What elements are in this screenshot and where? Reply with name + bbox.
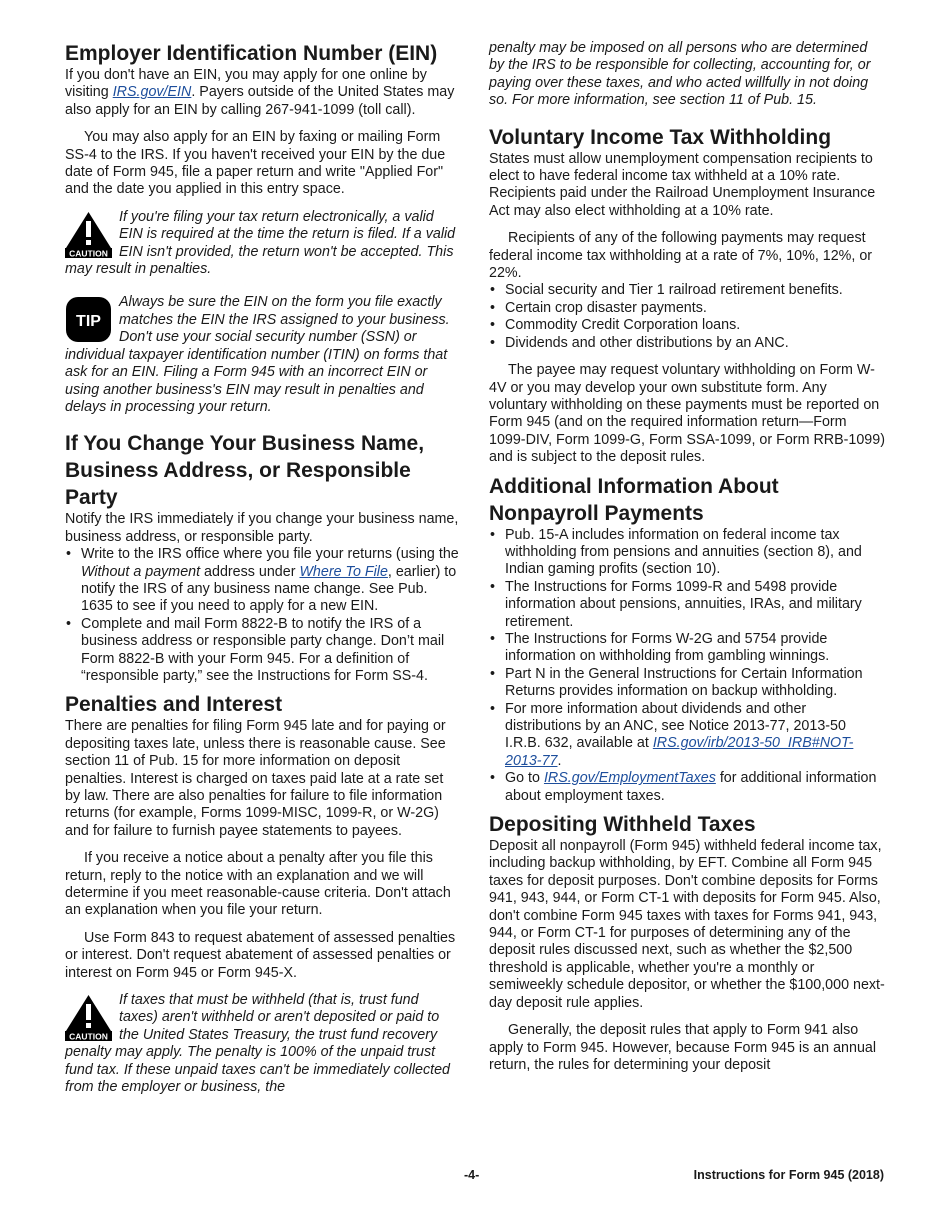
irb-notice-link[interactable]: IRS.gov/irb/2013-50_IRB#NOT-2013-77 <box>505 735 854 769</box>
page-number: -4- <box>464 1168 480 1182</box>
svg-text:TIP: TIP <box>76 313 101 331</box>
caution-icon <box>65 211 112 258</box>
section-title-additional: Additional Information About Nonpayroll Payments <box>489 474 779 525</box>
section-title-change: If You Change Your Business Name, Business Address, or Responsible Party <box>65 432 425 510</box>
where-to-file-link[interactable]: Where To File <box>299 563 388 580</box>
employment-taxes-link[interactable]: IRS.gov/EmploymentTaxes <box>543 770 716 787</box>
list-item: • Pub. 15-A includes information on federal income tax withholding from pensions and annuities (section 8), and Indian gaming profits (section 10). <box>490 526 862 578</box>
penalties-paragraph-3: Use Form 843 to request abatement of assessed penalties or interest. Don't request abatement of assessed penalties or interest on Form 945 or Form 945-X. <box>65 929 456 981</box>
change-bullets <box>65 546 461 685</box>
tip-icon <box>65 296 112 343</box>
list-item: • Write to the IRS office where you file your returns (using the Without a payment address under Where To File, earlier) to notify the IRS of any business name change. See Pub. 1635 to see if you need to apply for a new EIN. <box>66 546 459 615</box>
change-paragraph-1: Notify the IRS immediately if you change your business name, business address, or responsible party. <box>65 511 459 545</box>
section-title-depositing: Depositing Withheld Taxes <box>489 813 756 837</box>
ein-paragraph-1: If you don't have an EIN, you may apply for one online by visiting IRS.gov/EIN. Payers outside of the United States may also apply for an EIN by calling 267-941-1099 (toll call). <box>65 67 455 118</box>
list-item: • Certain crop disaster payments. <box>490 299 707 316</box>
penalties-paragraph-1: There are penalties for filing Form 945 late and for paying or depositing taxes late, unless there is reasonable cause. See section 11 of Pub. 15 for more information on deposit penalties. Interest is charged on taxes paid late at a rate set by law. There are also penalties for failure to file information returns (for example, Forms 1099-MISC, 1099-R, or W-2G) and for failure to furnish payee statements to payees. <box>65 718 446 839</box>
tip-note-ein: TIP Always be sure the EIN on the form you file exactly matches the EIN the IRS assigned to your business. Don't use your social security number (SSN) or individual taxpayer identification number (ITIN) on forms that ask for an EIN. Filing a Form 945 with an incorrect EIN or using another business's EIN may result in penalties and delays in processing your return. <box>65 294 450 415</box>
voluntary-bullets <box>489 282 885 352</box>
depositing-paragraph-2: Generally, the deposit rules that apply to Form 941 also apply to Form 945. However, because Form 945 is an annual return, the rules for determining your deposit <box>489 1022 877 1073</box>
svg-text:CAUTION: CAUTION <box>69 248 108 258</box>
caution-icon <box>65 994 112 1041</box>
voluntary-paragraph-1: States must allow unemployment compensation recipients to elect to have federal income tax withheld at a 10% rate. Recipients paid under the Railroad Unemployment Insurance Act may also elect withholding at a 10% rate. <box>489 150 876 219</box>
list-item: • Go to IRS.gov/EmploymentTaxes for additional information about employment taxes. <box>490 770 877 804</box>
caution-note-ein: CAUTION If you're filing your tax return electronically, a valid EIN is required at the time the return is filed. If a valid EIN isn't provided, the return won't be accepted. This may result in penalties. <box>65 208 456 278</box>
caution-continuation: penalty may be imposed on all persons who are determined by the IRS to be responsible for collecting, accounting for, or paying over these taxes, and who acted willfully in not doing so. For more information, see section 11 of Pub. 15. <box>489 40 871 109</box>
additional-bullets <box>489 527 885 806</box>
list-item: • For more information about dividends and other distributions by an ANC, see Notice 2013-77, 2013-50 I.R.B. 632, available at IRS.gov/irb/2013-50_IRB#NOT-2013-77. <box>490 700 854 769</box>
form-name: Instructions for Form 945 (2018) <box>693 1168 884 1182</box>
voluntary-paragraph-2: Recipients of any of the following payments may request federal income tax withholding at a rate of 7%, 10%, 12%, or 22%. <box>489 230 873 282</box>
penalties-paragraph-2: If you receive a notice about a penalty after you file this return, reply to the notice with an explanation and we will determine if you meet reasonable-cause criteria. Don't attach an explanation when you file your return. <box>65 850 451 919</box>
irs-ein-link[interactable]: IRS.gov/EIN <box>112 84 192 101</box>
section-title-ein: Employer Identification Number (EIN) <box>65 42 438 65</box>
list-item: • Dividends and other distributions by an ANC. <box>490 334 789 351</box>
ein-paragraph-2: You may also apply for an EIN by faxing or mailing Form SS-4 to the IRS. If you haven't received your EIN by the due date of Form 945, file a paper return and write "Applied For" and the date you applied in this entry space. <box>65 129 446 198</box>
section-title-penalties: Penalties and Interest <box>65 693 283 717</box>
caution-note-penalty: CAUTION If taxes that must be withheld (that is, trust fund taxes) aren't withheld or aren't deposited or paid to the United States Treasury, the trust fund recovery penalty may apply. The penalty is 100% of the unpaid trust fund tax. If these unpaid taxes can't be immediately collected from the employer or business, the <box>65 992 450 1096</box>
voluntary-paragraph-3: The payee may request voluntary withholding on Form W-4V or you may develop your own substitute form. Any voluntary withholding on these payments must be reported on Form 945 (and on the required information return—Form 1099-DIV, Form 1099-G, Form SSA-1099, or Form RRB-1099) and is subject to the deposit rules. <box>489 362 885 466</box>
list-item: • Commodity Credit Corporation loans. <box>490 317 741 334</box>
list-item: • The Instructions for Forms 1099-R and 5498 provide information about pensions, annuities, IRAs, and military retirement. <box>490 578 862 630</box>
list-item: • Part N in the General Instructions for Certain Information Returns provides information on backup withholding. <box>490 665 863 700</box>
page-footer <box>0 1168 950 1186</box>
left-column <box>65 40 461 1097</box>
list-item: • Social security and Tier 1 railroad retirement benefits. <box>490 282 843 299</box>
depositing-paragraph-1: Deposit all nonpayroll (Form 945) withheld federal income tax, including backup withholding, by EFT. Combine all Form 945 taxes for deposit purposes. Don't combine deposits for Forms 941, 943, 944, or Form CT-1 with deposits for Form 945. Also, don't combine Form 945 taxes with taxes for Forms 941, 943, 944, or Form CT-1 for purposes of determining any of the deposit rules discussed next, such as whether the $2,500 threshold is applicable, whether you're a monthly or semiweekly schedule depositor, or whether the $100,000 next-day deposit rule applies. <box>489 838 885 1011</box>
right-column <box>489 40 885 1074</box>
svg-text:CAUTION: CAUTION <box>69 1031 108 1042</box>
list-item: • Complete and mail Form 8822-B to notify the IRS of a business address or responsible party change. Don’t mail Form 8822-B with your Form 945. For a definition of “responsible party,” see the Instructions for Form SS-4. <box>66 615 445 684</box>
section-title-voluntary: Voluntary Income Tax Withholding <box>489 125 832 149</box>
list-item: • The Instructions for Forms W-2G and 5754 provide information on withholding from gambling winnings. <box>490 630 830 665</box>
